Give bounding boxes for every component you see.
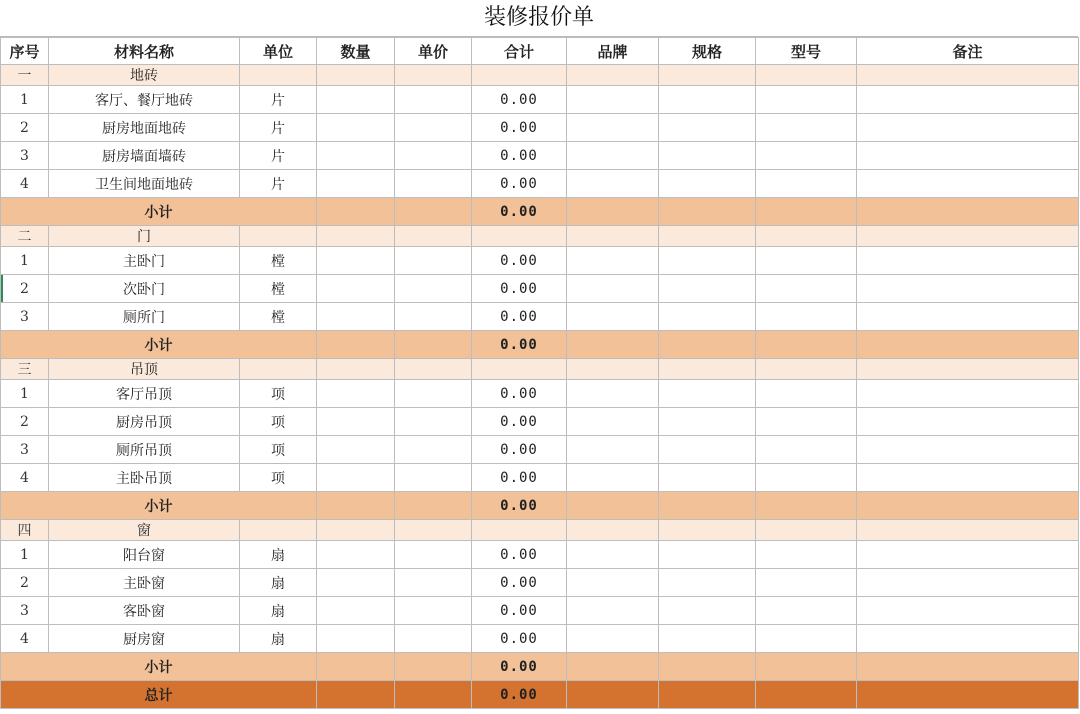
- total-cell[interactable]: 0.00: [472, 275, 567, 303]
- model-cell[interactable]: [756, 408, 857, 436]
- total-cell[interactable]: 0.00: [472, 247, 567, 275]
- header-quantity[interactable]: 数量: [317, 38, 395, 65]
- unit-cell[interactable]: 扇: [240, 541, 317, 569]
- total-cell[interactable]: 0.00: [472, 569, 567, 597]
- section-name-cell[interactable]: 窗: [49, 520, 240, 541]
- spec-cell[interactable]: [659, 681, 756, 709]
- unit-price-cell[interactable]: [395, 247, 472, 275]
- total-cell[interactable]: 0.00: [472, 625, 567, 653]
- seq-cell[interactable]: 3: [1, 597, 49, 625]
- quantity-cell[interactable]: [317, 436, 395, 464]
- table-row: [1, 464, 1079, 492]
- quote-table: [0, 37, 1079, 709]
- total-cell[interactable]: 0.00: [472, 464, 567, 492]
- unit-price-cell[interactable]: [395, 492, 472, 520]
- section-index-cell[interactable]: 三: [1, 359, 49, 380]
- spec-cell[interactable]: [659, 653, 756, 681]
- material-name-cell[interactable]: 客厅、餐厅地砖: [49, 86, 240, 114]
- brand-cell[interactable]: [567, 114, 659, 142]
- brand-cell[interactable]: [567, 541, 659, 569]
- model-cell[interactable]: [756, 247, 857, 275]
- brand-cell[interactable]: [567, 569, 659, 597]
- quantity-cell[interactable]: [317, 359, 395, 380]
- quantity-cell[interactable]: [317, 275, 395, 303]
- remark-cell[interactable]: [857, 275, 1079, 303]
- model-cell[interactable]: [756, 436, 857, 464]
- quantity-cell[interactable]: [317, 114, 395, 142]
- total-cell[interactable]: [472, 226, 567, 247]
- spec-cell[interactable]: [659, 170, 756, 198]
- model-cell[interactable]: [756, 569, 857, 597]
- unit-cell[interactable]: 扇: [240, 625, 317, 653]
- model-cell[interactable]: [756, 65, 857, 86]
- unit-price-cell[interactable]: [395, 520, 472, 541]
- remark-cell[interactable]: [857, 142, 1079, 170]
- unit-price-cell[interactable]: [395, 86, 472, 114]
- remark-cell[interactable]: [857, 380, 1079, 408]
- model-cell[interactable]: [756, 275, 857, 303]
- section-name-cell[interactable]: 吊顶: [49, 359, 240, 380]
- total-cell[interactable]: 0.00: [472, 303, 567, 331]
- model-cell[interactable]: [756, 114, 857, 142]
- unit-cell[interactable]: 项: [240, 464, 317, 492]
- quantity-cell[interactable]: [317, 86, 395, 114]
- unit-price-cell[interactable]: [395, 597, 472, 625]
- spec-cell[interactable]: [659, 275, 756, 303]
- material-name-cell[interactable]: 次卧门: [49, 275, 240, 303]
- material-name-cell[interactable]: 主卧吊顶: [49, 464, 240, 492]
- unit-cell[interactable]: 片: [240, 86, 317, 114]
- seq-cell[interactable]: 1: [1, 247, 49, 275]
- unit-price-cell[interactable]: [395, 170, 472, 198]
- spec-cell[interactable]: [659, 597, 756, 625]
- spec-cell[interactable]: [659, 625, 756, 653]
- model-cell[interactable]: [756, 142, 857, 170]
- seq-cell[interactable]: 4: [1, 625, 49, 653]
- unit-price-cell[interactable]: [395, 408, 472, 436]
- remark-cell[interactable]: [857, 492, 1079, 520]
- unit-price-cell[interactable]: [395, 226, 472, 247]
- remark-cell[interactable]: [857, 653, 1079, 681]
- model-cell[interactable]: [756, 625, 857, 653]
- unit-cell[interactable]: 扇: [240, 597, 317, 625]
- brand-cell[interactable]: [567, 303, 659, 331]
- subtotal-row: [1, 331, 1079, 359]
- unit-cell[interactable]: [240, 359, 317, 380]
- section-row: [1, 359, 1079, 380]
- quantity-cell[interactable]: [317, 569, 395, 597]
- section-name-cell[interactable]: 门: [49, 226, 240, 247]
- brand-cell[interactable]: [567, 625, 659, 653]
- remark-cell[interactable]: [857, 303, 1079, 331]
- subtotal-value-cell[interactable]: 0.00: [472, 653, 567, 681]
- brand-cell[interactable]: [567, 359, 659, 380]
- section-index-cell[interactable]: 一: [1, 65, 49, 86]
- model-cell[interactable]: [756, 653, 857, 681]
- spec-cell[interactable]: [659, 247, 756, 275]
- spec-cell[interactable]: [659, 359, 756, 380]
- quantity-cell[interactable]: [317, 492, 395, 520]
- material-name-cell[interactable]: 主卧门: [49, 247, 240, 275]
- seq-cell[interactable]: 2: [1, 408, 49, 436]
- header-unit[interactable]: 单位: [240, 38, 317, 65]
- quantity-cell[interactable]: [317, 142, 395, 170]
- material-name-cell[interactable]: 卫生间地面地砖: [49, 170, 240, 198]
- table-row: [1, 436, 1079, 464]
- brand-cell[interactable]: [567, 170, 659, 198]
- unit-price-cell[interactable]: [395, 681, 472, 709]
- unit-cell[interactable]: [240, 226, 317, 247]
- quantity-cell[interactable]: [317, 681, 395, 709]
- header-material-name[interactable]: 材料名称: [49, 38, 240, 65]
- spec-cell[interactable]: [659, 520, 756, 541]
- seq-cell[interactable]: 1: [1, 86, 49, 114]
- subtotal-label-cell[interactable]: 小计: [1, 653, 317, 681]
- table-row: [1, 625, 1079, 653]
- remark-cell[interactable]: [857, 226, 1079, 247]
- spec-cell[interactable]: [659, 541, 756, 569]
- spec-cell[interactable]: [659, 569, 756, 597]
- material-name-cell[interactable]: 客卧窗: [49, 597, 240, 625]
- quantity-cell[interactable]: [317, 247, 395, 275]
- subtotal-value-cell[interactable]: 0.00: [472, 198, 567, 226]
- subtotal-row: [1, 492, 1079, 520]
- material-name-cell[interactable]: 厕所吊顶: [49, 436, 240, 464]
- table-row: [1, 247, 1079, 275]
- material-name-cell[interactable]: 厨房墙面墙砖: [49, 142, 240, 170]
- table-row: [1, 597, 1079, 625]
- quantity-cell[interactable]: [317, 331, 395, 359]
- unit-price-cell[interactable]: [395, 142, 472, 170]
- remark-cell[interactable]: [857, 331, 1079, 359]
- section-row: [1, 65, 1079, 86]
- brand-cell[interactable]: [567, 653, 659, 681]
- quantity-cell[interactable]: [317, 464, 395, 492]
- subtotal-label-cell[interactable]: 小计: [1, 492, 317, 520]
- subtotal-row: [1, 198, 1079, 226]
- header-remark[interactable]: 备注: [857, 38, 1079, 65]
- model-cell[interactable]: [756, 226, 857, 247]
- grand-total-row: [1, 681, 1079, 709]
- brand-cell[interactable]: [567, 408, 659, 436]
- total-cell[interactable]: 0.00: [472, 408, 567, 436]
- model-cell[interactable]: [756, 198, 857, 226]
- brand-cell[interactable]: [567, 380, 659, 408]
- header-row: [1, 38, 1079, 65]
- seq-cell[interactable]: 3: [1, 142, 49, 170]
- unit-cell[interactable]: 片: [240, 142, 317, 170]
- spec-cell[interactable]: [659, 380, 756, 408]
- total-cell[interactable]: 0.00: [472, 541, 567, 569]
- table-row: [1, 142, 1079, 170]
- model-cell[interactable]: [756, 380, 857, 408]
- subtotal-row: [1, 653, 1079, 681]
- unit-price-cell[interactable]: [395, 436, 472, 464]
- unit-cell[interactable]: 项: [240, 408, 317, 436]
- remark-cell[interactable]: [857, 170, 1079, 198]
- model-cell[interactable]: [756, 464, 857, 492]
- model-cell[interactable]: [756, 331, 857, 359]
- spec-cell[interactable]: [659, 436, 756, 464]
- remark-cell[interactable]: [857, 86, 1079, 114]
- brand-cell[interactable]: [567, 464, 659, 492]
- remark-cell[interactable]: [857, 359, 1079, 380]
- section-index-cell[interactable]: 四: [1, 520, 49, 541]
- total-cell[interactable]: [472, 65, 567, 86]
- unit-price-cell[interactable]: [395, 198, 472, 226]
- table-row: [1, 380, 1079, 408]
- total-cell[interactable]: [472, 359, 567, 380]
- table-row: [1, 408, 1079, 436]
- total-cell[interactable]: 0.00: [472, 142, 567, 170]
- spec-cell[interactable]: [659, 86, 756, 114]
- spec-cell[interactable]: [659, 408, 756, 436]
- brand-cell[interactable]: [567, 436, 659, 464]
- brand-cell[interactable]: [567, 198, 659, 226]
- brand-cell[interactable]: [567, 681, 659, 709]
- spec-cell[interactable]: [659, 114, 756, 142]
- spec-cell[interactable]: [659, 198, 756, 226]
- spec-cell[interactable]: [659, 303, 756, 331]
- material-name-cell[interactable]: 客厅吊顶: [49, 380, 240, 408]
- remark-cell[interactable]: [857, 114, 1079, 142]
- unit-cell[interactable]: 项: [240, 436, 317, 464]
- remark-cell[interactable]: [857, 625, 1079, 653]
- brand-cell[interactable]: [567, 492, 659, 520]
- model-cell[interactable]: [756, 541, 857, 569]
- unit-price-cell[interactable]: [395, 625, 472, 653]
- model-cell[interactable]: [756, 597, 857, 625]
- material-name-cell[interactable]: 厨房窗: [49, 625, 240, 653]
- remark-cell[interactable]: [857, 681, 1079, 709]
- remark-cell[interactable]: [857, 65, 1079, 86]
- quantity-cell[interactable]: [317, 303, 395, 331]
- table-row: [1, 170, 1079, 198]
- header-model[interactable]: 型号: [756, 38, 857, 65]
- quantity-cell[interactable]: [317, 653, 395, 681]
- spec-cell[interactable]: [659, 464, 756, 492]
- total-cell[interactable]: 0.00: [472, 436, 567, 464]
- subtotal-value-cell[interactable]: 0.00: [472, 492, 567, 520]
- remark-cell[interactable]: [857, 464, 1079, 492]
- unit-price-cell[interactable]: [395, 653, 472, 681]
- total-cell[interactable]: 0.00: [472, 597, 567, 625]
- header-spec[interactable]: 规格: [659, 38, 756, 65]
- quantity-cell[interactable]: [317, 198, 395, 226]
- table-row: [1, 541, 1079, 569]
- subtotal-label-cell[interactable]: 小计: [1, 331, 317, 359]
- brand-cell[interactable]: [567, 275, 659, 303]
- unit-price-cell[interactable]: [395, 541, 472, 569]
- quantity-cell[interactable]: [317, 520, 395, 541]
- unit-price-cell[interactable]: [395, 331, 472, 359]
- seq-cell[interactable]: 2: [1, 569, 49, 597]
- sheet-title[interactable]: 装修报价单: [0, 0, 1078, 37]
- total-cell[interactable]: [472, 520, 567, 541]
- unit-cell[interactable]: 樘: [240, 247, 317, 275]
- remark-cell[interactable]: [857, 198, 1079, 226]
- subtotal-value-cell[interactable]: 0.00: [472, 331, 567, 359]
- table-row: [1, 569, 1079, 597]
- spec-cell[interactable]: [659, 331, 756, 359]
- quantity-cell[interactable]: [317, 380, 395, 408]
- unit-cell[interactable]: [240, 65, 317, 86]
- header-brand[interactable]: 品牌: [567, 38, 659, 65]
- seq-cell[interactable]: 3: [1, 436, 49, 464]
- quantity-cell[interactable]: [317, 408, 395, 436]
- grand-total-label-cell[interactable]: 总计: [1, 681, 317, 709]
- header-unit-price[interactable]: 单价: [395, 38, 472, 65]
- header-total[interactable]: 合计: [472, 38, 567, 65]
- spec-cell[interactable]: [659, 226, 756, 247]
- material-name-cell[interactable]: 厨房地面地砖: [49, 114, 240, 142]
- seq-cell[interactable]: 4: [1, 170, 49, 198]
- section-index-cell[interactable]: 二: [1, 226, 49, 247]
- unit-price-cell[interactable]: [395, 303, 472, 331]
- remark-cell[interactable]: [857, 436, 1079, 464]
- quantity-cell[interactable]: [317, 170, 395, 198]
- model-cell[interactable]: [756, 681, 857, 709]
- quantity-cell[interactable]: [317, 625, 395, 653]
- unit-price-cell[interactable]: [395, 380, 472, 408]
- unit-cell[interactable]: 樘: [240, 303, 317, 331]
- brand-cell[interactable]: [567, 597, 659, 625]
- remark-cell[interactable]: [857, 408, 1079, 436]
- unit-price-cell[interactable]: [395, 359, 472, 380]
- seq-cell[interactable]: 4: [1, 464, 49, 492]
- seq-cell[interactable]: 2: [1, 114, 49, 142]
- material-name-cell[interactable]: 厕所门: [49, 303, 240, 331]
- unit-cell[interactable]: 樘: [240, 275, 317, 303]
- header-seq[interactable]: 序号: [1, 38, 49, 65]
- total-cell[interactable]: 0.00: [472, 380, 567, 408]
- remark-cell[interactable]: [857, 597, 1079, 625]
- quantity-cell[interactable]: [317, 597, 395, 625]
- model-cell[interactable]: [756, 303, 857, 331]
- unit-price-cell[interactable]: [395, 65, 472, 86]
- table-row: [1, 114, 1079, 142]
- table-row: [1, 275, 1079, 303]
- seq-cell[interactable]: 3: [1, 303, 49, 331]
- seq-cell[interactable]: 1: [1, 541, 49, 569]
- remark-cell[interactable]: [857, 520, 1079, 541]
- spec-cell[interactable]: [659, 65, 756, 86]
- brand-cell[interactable]: [567, 86, 659, 114]
- unit-price-cell[interactable]: [395, 275, 472, 303]
- brand-cell[interactable]: [567, 65, 659, 86]
- quantity-cell[interactable]: [317, 541, 395, 569]
- brand-cell[interactable]: [567, 520, 659, 541]
- material-name-cell[interactable]: 阳台窗: [49, 541, 240, 569]
- unit-price-cell[interactable]: [395, 464, 472, 492]
- table-body: [1, 38, 1079, 709]
- table-row: [1, 303, 1079, 331]
- brand-cell[interactable]: [567, 247, 659, 275]
- spec-cell[interactable]: [659, 492, 756, 520]
- subtotal-label-cell[interactable]: 小计: [1, 198, 317, 226]
- unit-cell[interactable]: 项: [240, 380, 317, 408]
- model-cell[interactable]: [756, 359, 857, 380]
- material-name-cell[interactable]: 主卧窗: [49, 569, 240, 597]
- section-name-cell[interactable]: 地砖: [49, 65, 240, 86]
- total-cell[interactable]: 0.00: [472, 114, 567, 142]
- remark-cell[interactable]: [857, 541, 1079, 569]
- grand-total-value-cell[interactable]: 0.00: [472, 681, 567, 709]
- model-cell[interactable]: [756, 170, 857, 198]
- unit-price-cell[interactable]: [395, 114, 472, 142]
- unit-cell[interactable]: 扇: [240, 569, 317, 597]
- brand-cell[interactable]: [567, 142, 659, 170]
- remark-cell[interactable]: [857, 569, 1079, 597]
- remark-cell[interactable]: [857, 247, 1079, 275]
- model-cell[interactable]: [756, 520, 857, 541]
- section-row: [1, 226, 1079, 247]
- seq-cell[interactable]: 1: [1, 380, 49, 408]
- material-name-cell[interactable]: 厨房吊顶: [49, 408, 240, 436]
- quantity-cell[interactable]: [317, 65, 395, 86]
- unit-cell[interactable]: 片: [240, 114, 317, 142]
- total-cell[interactable]: 0.00: [472, 170, 567, 198]
- unit-price-cell[interactable]: [395, 569, 472, 597]
- model-cell[interactable]: [756, 86, 857, 114]
- spec-cell[interactable]: [659, 142, 756, 170]
- section-row: [1, 520, 1079, 541]
- unit-cell[interactable]: [240, 520, 317, 541]
- brand-cell[interactable]: [567, 331, 659, 359]
- table-row: [1, 86, 1079, 114]
- total-cell[interactable]: 0.00: [472, 86, 567, 114]
- model-cell[interactable]: [756, 492, 857, 520]
- brand-cell[interactable]: [567, 226, 659, 247]
- seq-cell[interactable]: 2: [1, 275, 49, 303]
- quantity-cell[interactable]: [317, 226, 395, 247]
- unit-cell[interactable]: 片: [240, 170, 317, 198]
